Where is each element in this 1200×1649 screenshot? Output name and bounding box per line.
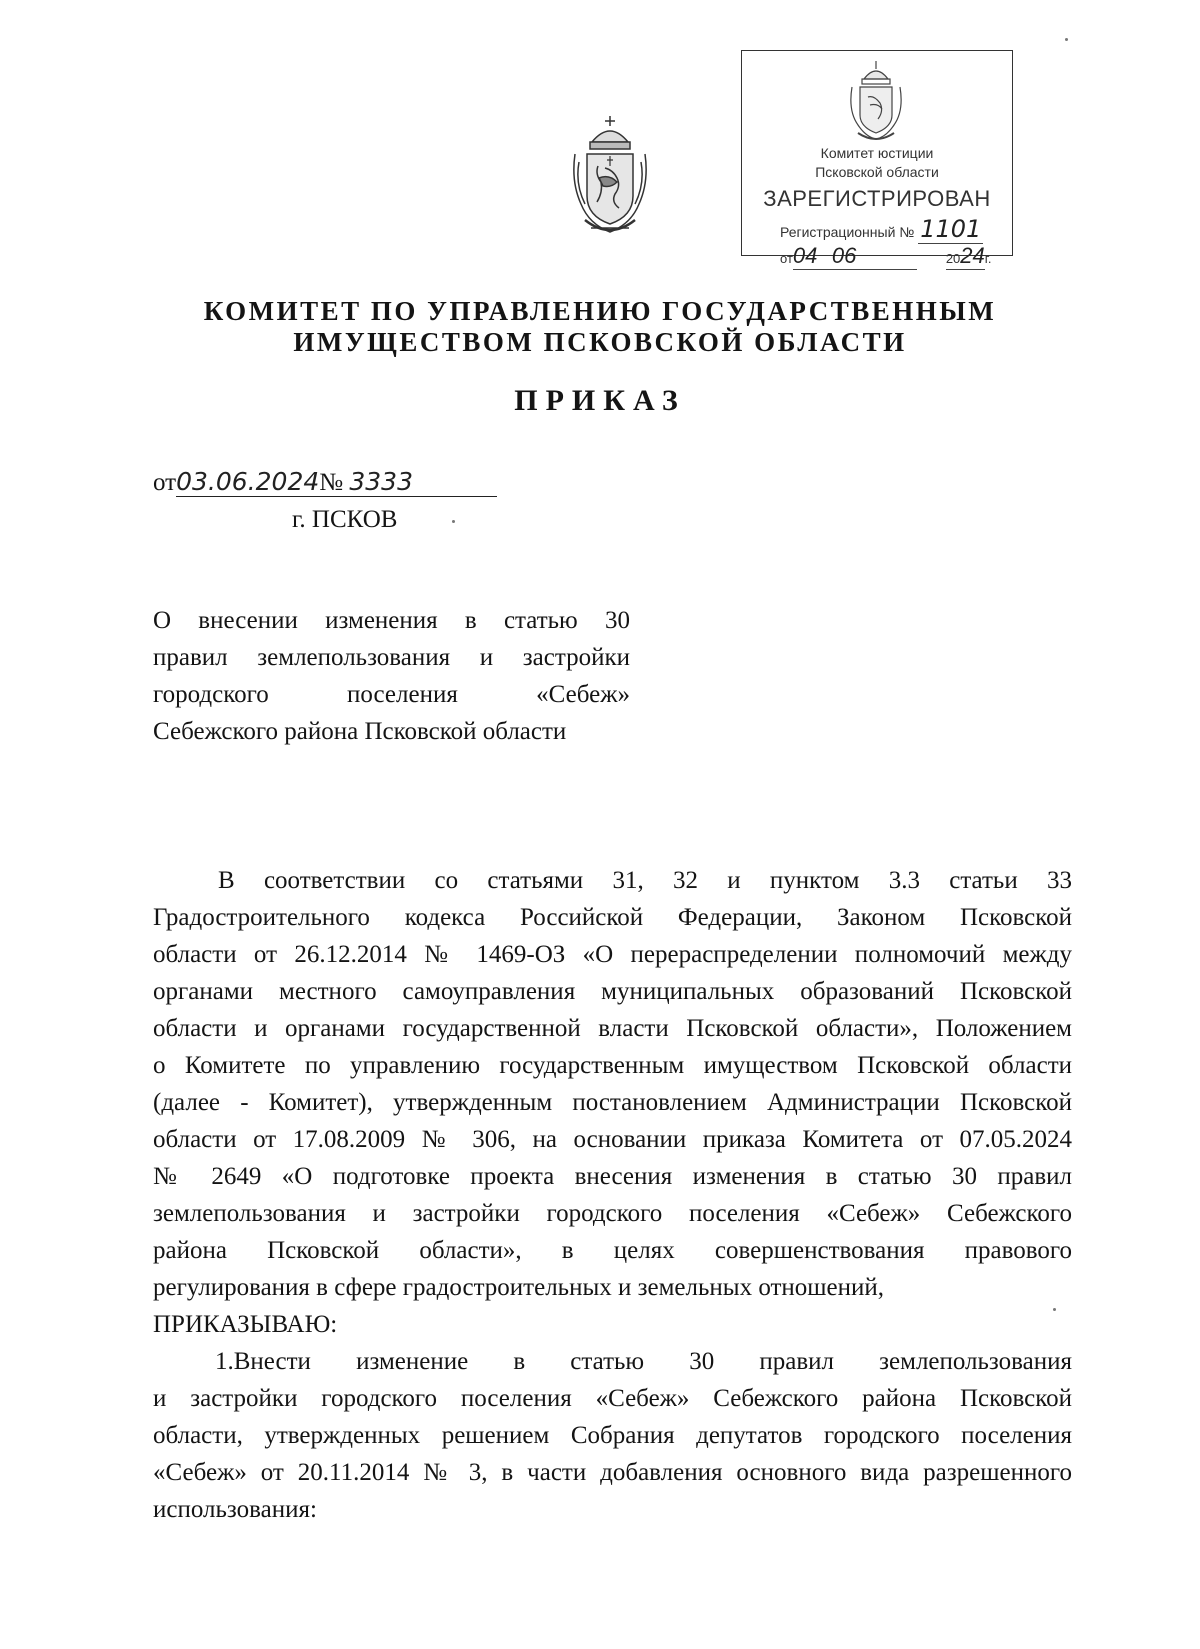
stamp-year-suffix: 24 bbox=[960, 243, 985, 268]
item1-line: использования: bbox=[153, 1496, 317, 1523]
subject-line: О внесении изменения в статью 30 bbox=[153, 607, 630, 634]
body-line: Градостроительного кодекса Российской Федерации, Законом Псковской bbox=[153, 904, 1072, 931]
stamp-status: ЗАРЕГИСТРИРОВАН bbox=[763, 186, 991, 211]
stamp-year-prefix: 20 bbox=[945, 251, 961, 266]
order-city: г. ПСКОВ bbox=[292, 506, 398, 533]
stamp-emblem-icon bbox=[844, 59, 908, 145]
item1-line: области, утвержденных решением Собрания депутатов городского поселения bbox=[153, 1422, 1072, 1449]
subject-line: городского поселения «Себеж» bbox=[153, 681, 630, 708]
stamp-registration-number bbox=[780, 215, 983, 243]
body-line: (далее - Комитет), утвержденным постановлением Администрации Псковской bbox=[153, 1089, 1072, 1116]
scan-speck bbox=[1053, 1308, 1056, 1311]
organization-name-line1: КОМИТЕТ ПО УПРАВЛЕНИЮ ГОСУДАРСТВЕННЫМ bbox=[203, 296, 997, 326]
item1-line: «Себеж» от 20.11.2014 № 3, в части добавления основного вида разрешенного bbox=[153, 1459, 1072, 1486]
body-line: органами местного самоуправления муниципальных образований Псковской bbox=[153, 978, 1072, 1005]
body-line: области и органами государственной власти Псковской области», Положением bbox=[153, 1015, 1072, 1042]
order-date-prefix: от bbox=[153, 469, 177, 496]
directive-word: ПРИКАЗЫВАЮ: bbox=[153, 1311, 338, 1338]
body-line: регулирования в сфере градостроительных и земельных отношений, bbox=[153, 1274, 885, 1301]
registration-stamp bbox=[741, 50, 1013, 268]
subject-line: правил землепользования и застройки bbox=[153, 644, 630, 671]
item1-line: и застройки городского поселения «Себеж» Себежского района Псковской bbox=[153, 1385, 1072, 1412]
body-line: землепользования и застройки городского поселения «Себеж» Себежского bbox=[153, 1200, 1072, 1227]
body-line: района Псковской области», в целях совершенствования правового bbox=[153, 1237, 1072, 1264]
stamp-org-line1: Комитет юстиции bbox=[820, 145, 934, 161]
body-line: № 2649 «О подготовке проекта внесения изменения в статью 30 правил bbox=[153, 1163, 1072, 1190]
order-subject bbox=[153, 602, 630, 750]
order-number-label: № bbox=[319, 469, 344, 496]
stamp-day: 04 bbox=[792, 243, 818, 268]
pskov-coat-of-arms-emblem bbox=[565, 112, 655, 244]
order-number: 3333 bbox=[349, 467, 413, 496]
order-date: 03.06.2024 bbox=[176, 467, 320, 496]
body-line: В соответствии со статьями 31, 32 и пунктом 3.3 статьи 33 bbox=[218, 867, 1072, 894]
body-line: области от 17.08.2009 № 306, на основании приказа Комитета от 07.05.2024 bbox=[153, 1126, 1072, 1153]
item1-line: 1.Внести изменение в статью 30 правил землепользования bbox=[215, 1348, 1072, 1375]
stamp-date bbox=[780, 243, 992, 270]
stamp-year-end: г. bbox=[984, 251, 992, 266]
scan-speck bbox=[452, 520, 455, 523]
body-line: о Комитете по управлению государственным имуществом Псковской области bbox=[153, 1052, 1072, 1079]
body-line: области от 26.12.2014 № 1469-ОЗ «О перераспределении полномочий между bbox=[153, 941, 1072, 968]
scan-speck bbox=[1065, 38, 1068, 41]
stamp-reg-number: 1101 bbox=[920, 215, 982, 243]
stamp-reg-label: Регистрационный № bbox=[780, 224, 915, 240]
stamp-month: 06 bbox=[831, 243, 857, 268]
order-body bbox=[153, 862, 1072, 1528]
order-date-number bbox=[153, 468, 497, 497]
stamp-org-line2: Псковской области bbox=[815, 164, 939, 180]
organization-name-line2: ИМУЩЕСТВОМ ПСКОВСКОЙ ОБЛАСТИ bbox=[293, 327, 907, 357]
document-type-title: ПРИКАЗ bbox=[514, 384, 686, 417]
stamp-date-prefix: от bbox=[780, 251, 793, 266]
subject-line: Себежского района Псковской области bbox=[153, 718, 567, 745]
